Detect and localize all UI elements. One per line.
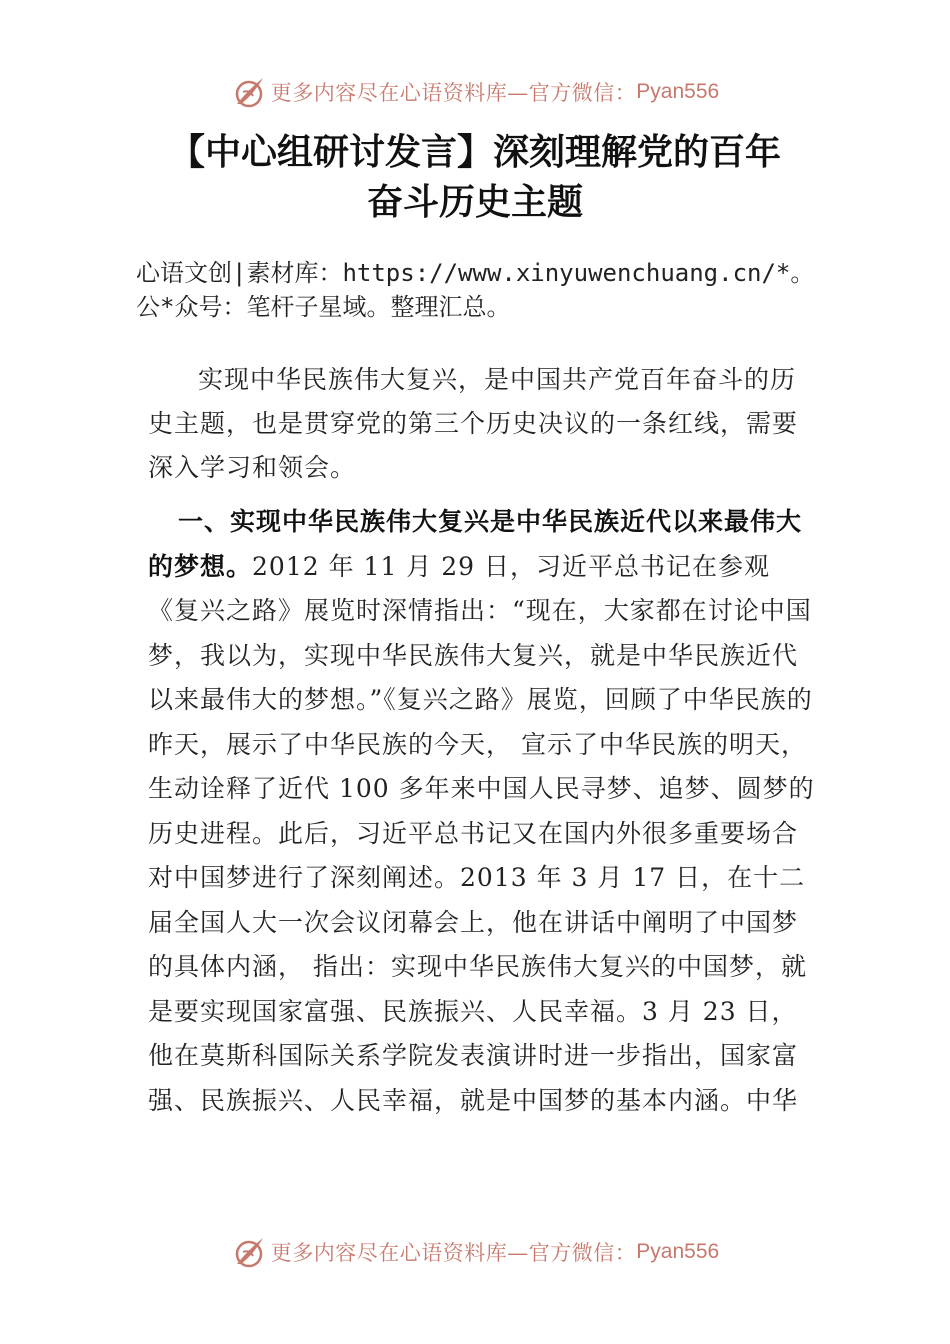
feather-circle-logo-icon (231, 74, 267, 110)
watermark-banner-top (0, 72, 950, 112)
title-line-1: 【中心组研讨发言】深刻理解党的百年 (168, 132, 781, 173)
feather-circle-logo-icon (231, 1234, 267, 1270)
section-1-paragraph (148, 500, 818, 1123)
source-note: 心语文创|素材库：https://www.xinyuwenchuang.cn/*。公*众号：笔杆子星域。整理汇总。 (136, 259, 815, 321)
watermark-text: 更多内容尽在心语资料库—官方微信： (270, 81, 637, 105)
section-1-heading: 一、实现中华民族伟大复兴是中华民族近代以来最伟大的梦想。 (148, 507, 803, 581)
title-line-2: 奋斗历史主题 (366, 182, 583, 223)
document-title (60, 128, 890, 228)
watermark-wechat-id: Pyan556 (636, 1240, 720, 1263)
intro-paragraph: 实现中华民族伟大复兴，是中国共产党百年奋斗的历史主题，也是贯穿党的第三个历史决议的一条红线，需要深入学习和领会。 (148, 365, 799, 482)
watermark-banner-bottom (0, 1232, 950, 1272)
section-1-body: 2012 年 11 月 29 日，习近平总书记在参观《复兴之路》展览时深情指出：“现在，大家都在讨论中国梦，我以为，实现中华民族伟大复兴，就是中华民族近代以来最伟大的梦想。”《复兴之路》展览，回顾了中华民族的昨天，展示了中华民族的今天， 宣示了中华民族的明天，生动诠释了近代 100 多年来中国人民寻梦、追梦、圆梦的历史进程。此后，习近平总书记又在国内外很多重要场合对中国梦进行了深刻阐述。2013 年 3 月 17 日，在十二届全国人大一次会议闭幕会上，他在讲话中阐明了中国梦的具体内涵， 指出：实现中华民族伟大复兴的中国梦，就是要实现国家富强、民族振兴、人民幸福。3 月 23 日，他在莫斯科国际关系学院发表演讲时进一步指出，国家富强、民族振兴、人民幸福，就是中国梦的基本内涵。中华 (148, 551, 815, 1115)
watermark-wechat-id: Pyan556 (636, 80, 720, 103)
watermark-text: 更多内容尽在心语资料库—官方微信： (270, 1241, 637, 1265)
